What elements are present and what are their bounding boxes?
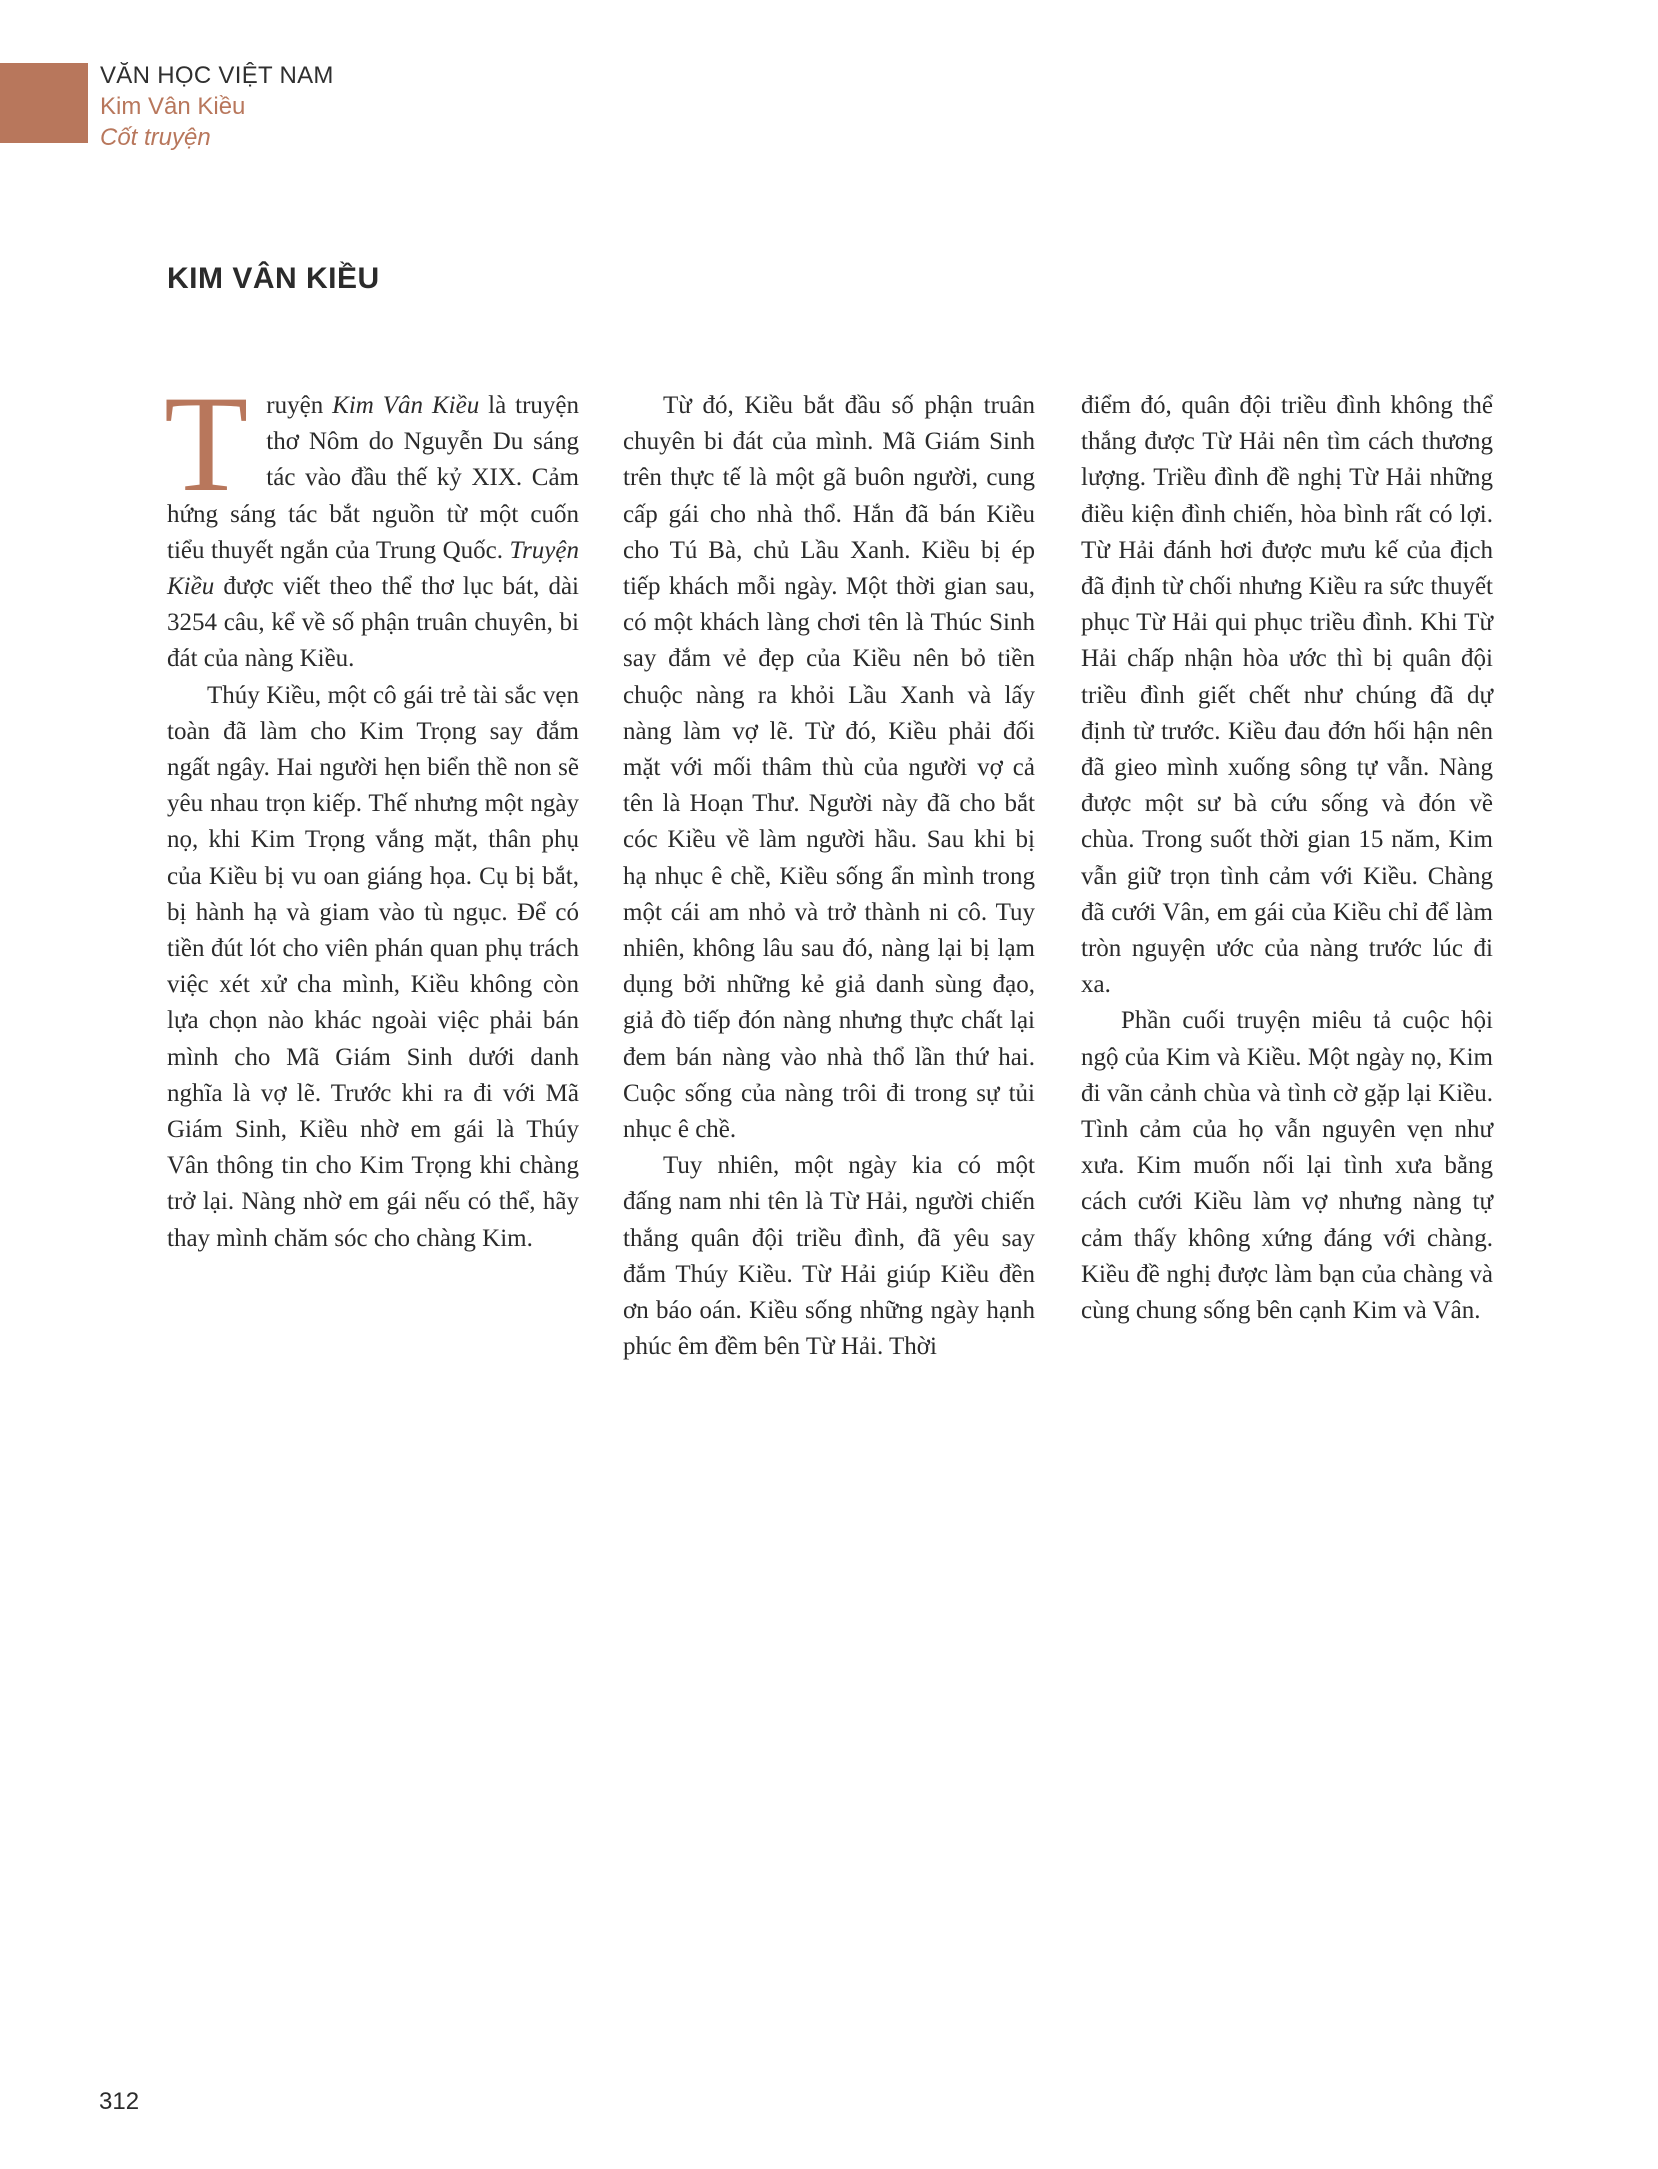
paragraph: điểm đó, quân đội triều đình không thể thắng được Từ Hải nên tìm cách thương lượng. Triều đình đề nghị Từ Hải những điều kiện đình chiến, hòa bình rất có lợi. Từ Hải đánh hơi được mưu kế của địch đã định từ chối nhưng Kiều ra sức thuyết phục Từ Hải qui phục triều đình. Khi Từ Hải chấp nhận hòa ước thì bị quân đội triều đình giết chết như chúng đã dự định từ trước. Kiều đau đớn hối hận nên đã gieo mình xuống sông tự vẫn. Nàng được một sư bà cứu sống và đón về chùa. Trong suốt thời gian 15 năm, Kim vẫn giữ trọn tình cảm với Kiều. Chàng đã cưới Vân, em gái của Kiều chỉ để làm tròn nguyện ước của nàng trước lúc đi xa. <box>1081 392 1493 999</box>
paragraph: Thúy Kiều, một cô gái trẻ tài sắc vẹn toàn đã làm cho Kim Trọng say đắm ngất ngây. Hai người hẹn biển thề non sẽ yêu nhau trọn kiếp. Thế nhưng một ngày nọ, khi Kim Trọng vắng mặt, thân phụ của Kiều bị vu oan giáng họa. Cụ bị bắt, bị hành hạ và giam vào tù ngục. Để có tiền đút lót cho viên phán quan phụ trách việc xét xử cha mình, Kiều không còn lựa chọn nào khác ngoài việc phải bán mình cho Mã Giám Sinh dưới danh nghĩa là vợ lẽ. Trước khi ra đi với Mã Giám Sinh, Kiều nhờ em gái là Thúy Vân thông tin cho Kim Trọng khi chàng trở lại. Nàng nhờ em gái nếu có thể, hãy thay mình chăm sóc cho chàng Kim. <box>167 681 579 1252</box>
running-header <box>100 60 334 153</box>
header-section: VĂN HỌC VIỆT NAM <box>100 62 334 89</box>
chapter-color-tab <box>0 63 88 143</box>
header-work: Kim Vân Kiều <box>100 93 246 120</box>
text-column-1 <box>164 367 579 1257</box>
text-run: là truyện thơ Nôm do Nguyễn Du sáng tác vào đầu thế kỷ XIX. Cảm hứng sáng tác bắt nguồn từ một cuốn tiểu thuyết ngắn của Trung Quốc. <box>167 392 579 564</box>
page-number: 312 <box>99 2088 140 2115</box>
text-column-3 <box>1081 388 1493 1329</box>
text-run: ruyện <box>266 392 333 419</box>
paragraph: Tuy nhiên, một ngày kia có một đấng nam nhi tên là Từ Hải, người chiến thắng quân đội triều đình, đã yêu say đắm Thúy Kiều. Từ Hải giúp Kiều đền ơn báo oán. Kiều sống những ngày hạnh phúc êm đềm bên Từ Hải. Thời <box>623 1152 1035 1361</box>
paragraph: Từ đó, Kiều bắt đầu số phận truân chuyên bi đát của mình. Mã Giám Sinh trên thực tế là một gã buôn người, cung cấp gái cho nhà thổ. Hắn đã bán Kiều cho Tú Bà, chủ Lầu Xanh. Kiều bị ép tiếp khách mỗi ngày. Một thời gian sau, có một khách làng chơi tên là Thúc Sinh say đắm vẻ đẹp của Kiều nên bỏ tiền chuộc nàng ra khỏi Lầu Xanh và lấy nàng làm vợ lẽ. Từ đó, Kiều phải đối mặt với mối thâm thù của người vợ cả tên là Hoạn Thư. Người này đã cho bắt cóc Kiều về làm người hầu. Sau khi bị hạ nhục ê chề, Kiều sống ẩn mình trong một cái am nhỏ và trở thành ni cô. Tuy nhiên, không lâu sau đó, nàng lại bị lạm dụng bởi những kẻ giả danh sùng đạo, giả đò tiếp đón nàng nhưng thực chất lại đem bán nàng vào nhà thổ lần thứ hai. Cuộc sống của nàng trôi đi trong sự tủi nhục ê chề. <box>623 392 1035 1144</box>
drop-cap: T <box>164 367 249 520</box>
italic-title: Truyện Kiều <box>167 536 579 601</box>
header-subsection: Cốt truyện <box>100 124 211 151</box>
paragraph: Phần cuối truyện miêu tả cuộc hội ngộ của Kim và Kiều. Một ngày nọ, Kim đi vãn cảnh chùa và tình cờ gặp lại Kiều. Tình cảm của họ vẫn nguyên vẹn như xưa. Kim muốn nối lại tình xưa bằng cách cưới Kiều làm vợ nhưng nàng tự cảm thấy không xứng đáng với chàng. Kiều đề nghị được làm bạn của chàng và cùng chung sống bên cạnh Kim và Vân. <box>1081 1007 1493 1325</box>
page-title: KIM VÂN KIỀU <box>167 262 380 295</box>
italic-title: Kim Vân Kiều <box>332 392 480 419</box>
text-run: được viết theo thể thơ lục bát, dài 3254 câu, kể về số phận truân chuyên, bi đát của nàng Kiều. <box>167 573 579 673</box>
text-column-2 <box>623 388 1035 1365</box>
paragraph <box>164 367 579 678</box>
